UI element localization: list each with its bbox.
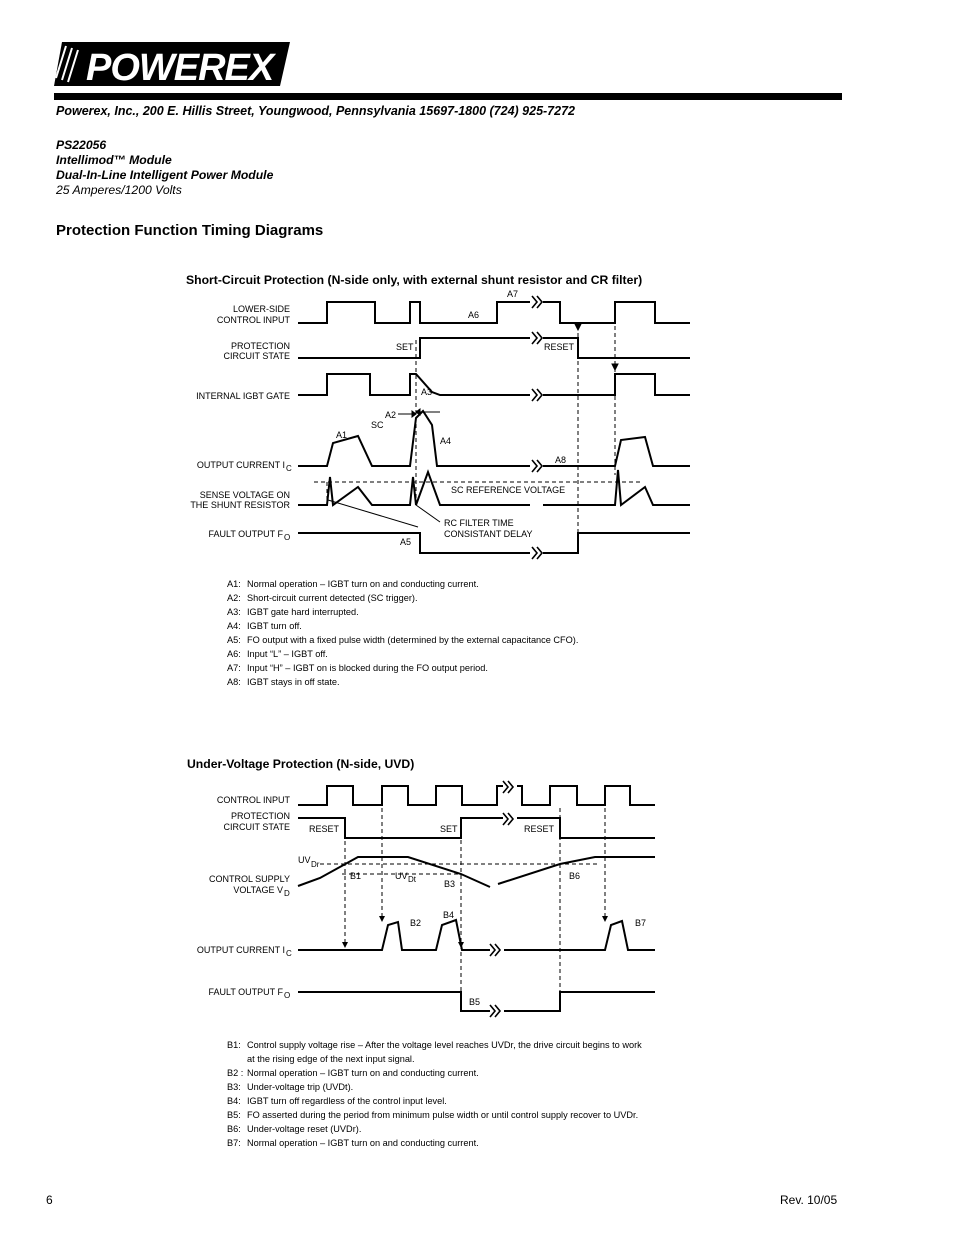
sig-sense-2: THE SHUNT RESISTOR xyxy=(190,500,290,510)
powerex-logo xyxy=(54,40,294,90)
uv-label-b3: B3 xyxy=(444,879,456,889)
uv-label-b4: B4 xyxy=(443,910,455,920)
label-rc-2: CONSISTANT DELAY xyxy=(444,529,533,539)
label-sc: SC xyxy=(371,420,384,430)
uv-label-uvdr-sub: Dr xyxy=(311,860,320,869)
label-reset: RESET xyxy=(544,342,575,352)
sig-lower-side-1: LOWER-SIDE xyxy=(232,304,290,314)
label-a2: A2 xyxy=(385,410,397,420)
sc-note: A8: IGBT stays in off state. xyxy=(227,677,340,687)
sc-notes xyxy=(227,577,578,689)
label-set: SET xyxy=(396,342,414,352)
uv-note: at the rising edge of the next input signal. xyxy=(247,1054,415,1064)
uv-label-uvdr: UV xyxy=(298,855,311,865)
product-line-1: Intellimod™ Module xyxy=(56,153,172,167)
sc-note: A7: Input “H” – IGBT on is blocked during the FO output period. xyxy=(227,663,488,673)
uv-label-set: SET xyxy=(440,824,458,834)
uv-notes xyxy=(227,1038,642,1150)
uv-sig-prot-1: PROTECTION xyxy=(230,811,290,821)
uv-sig-supply-sub: D xyxy=(284,889,290,898)
sc-note: A1: Normal operation – IGBT turn on and conducting current. xyxy=(227,579,479,589)
uv-note: B2 : Normal operation – IGBT turn on and conducting current. xyxy=(227,1068,479,1078)
uv-label-reset-1: RESET xyxy=(309,824,340,834)
sc-note: A5: FO output with a fixed pulse width (determined by the external capacitance CFO). xyxy=(227,635,579,645)
section-title: Protection Function Timing Diagrams xyxy=(56,222,324,239)
sc-note: A4: IGBT turn off. xyxy=(227,621,302,631)
label-a7: A7 xyxy=(507,289,519,299)
uv-sig-out-current: OUTPUT CURRENT I xyxy=(196,945,285,955)
label-a6: A6 xyxy=(468,310,480,320)
uv-note: B1: Control supply voltage rise – After the voltage level reaches UVDr, the drive circuit begins to work xyxy=(227,1040,642,1050)
sig-gate: INTERNAL IGBT GATE xyxy=(196,391,290,401)
sc-note: A2: Short-circuit current detected (SC trigger). xyxy=(227,593,418,603)
sig-fault-sub: O xyxy=(284,533,291,542)
sig-out-current: OUTPUT CURRENT I xyxy=(196,460,285,470)
label-sc-ref: SC REFERENCE VOLTAGE xyxy=(451,485,566,495)
uv-label-uvdt: UV xyxy=(395,871,408,881)
logo-wordmark: POWEREX xyxy=(86,47,274,89)
uv-note: B7: Normal operation – IGBT turn on and conducting current. xyxy=(227,1138,479,1148)
uv-sig-control-input: CONTROL INPUT xyxy=(216,795,290,805)
uv-label-b2: B2 xyxy=(410,918,422,928)
sc-note: A3: IGBT gate hard interrupted. xyxy=(227,607,359,617)
sig-prot-1: PROTECTION xyxy=(230,341,290,351)
sc-diagram-title: Short-Circuit Protection (N-side only, with external shunt resistor and CR filter) xyxy=(186,273,643,287)
header-rule xyxy=(54,93,842,100)
revision: Rev. 10/05 xyxy=(780,1193,838,1207)
label-rc-1: RC FILTER TIME xyxy=(444,518,514,528)
label-a1: A1 xyxy=(336,430,348,440)
uv-sig-supply-1: CONTROL SUPPLY xyxy=(208,874,290,884)
uv-sig-fault: FAULT OUTPUT F xyxy=(208,987,283,997)
uv-sig-supply-2: VOLTAGE V xyxy=(233,885,283,895)
uv-note: B5: FO asserted during the period from minimum pulse width or until control supply recover to UVDr. xyxy=(227,1110,639,1120)
label-a3: A3 xyxy=(421,387,433,397)
sig-prot-2: CIRCUIT STATE xyxy=(223,351,290,361)
label-a4: A4 xyxy=(440,436,452,446)
product-rating: 25 Amperes/1200 Volts xyxy=(56,183,182,197)
uv-note: B3: Under-voltage trip (UVDt). xyxy=(227,1082,354,1092)
uv-sig-out-current-sub: C xyxy=(286,949,292,958)
uv-label-b1: B1 xyxy=(350,871,362,881)
label-a5: A5 xyxy=(400,537,412,547)
product-line-2: Dual-In-Line Intelligent Power Module xyxy=(56,168,274,182)
uv-sig-prot-2: CIRCUIT STATE xyxy=(223,822,290,832)
uv-label-b7: B7 xyxy=(635,918,647,928)
uv-label-reset-2: RESET xyxy=(524,824,555,834)
page-number: 6 xyxy=(46,1193,53,1207)
sig-lower-side-2: CONTROL INPUT xyxy=(216,315,290,325)
label-a8: A8 xyxy=(555,455,567,465)
company-address: Powerex, Inc., 200 E. Hillis Street, Youngwood, Pennsylvania 15697-1800 (724) 925-7272 xyxy=(56,104,575,118)
part-number: PS22056 xyxy=(56,138,107,152)
uv-note: B6: Under-voltage reset (UVDr). xyxy=(227,1124,362,1134)
sig-out-current-sub: C xyxy=(286,464,292,473)
uv-note: B4: IGBT turn off regardless of the control input level. xyxy=(227,1096,447,1106)
sig-sense-1: SENSE VOLTAGE ON xyxy=(199,490,290,500)
uv-label-b6: B6 xyxy=(569,871,581,881)
sig-fault: FAULT OUTPUT F xyxy=(208,529,283,539)
sc-note: A6: Input “L” – IGBT off. xyxy=(227,649,328,659)
uv-diagram-title: Under-Voltage Protection (N-side, UVD) xyxy=(187,757,415,771)
uv-label-b5: B5 xyxy=(469,997,481,1007)
product-block xyxy=(56,138,273,198)
uv-label-uvdt-sub: Dt xyxy=(408,875,416,884)
uv-sig-fault-sub: O xyxy=(284,991,291,1000)
